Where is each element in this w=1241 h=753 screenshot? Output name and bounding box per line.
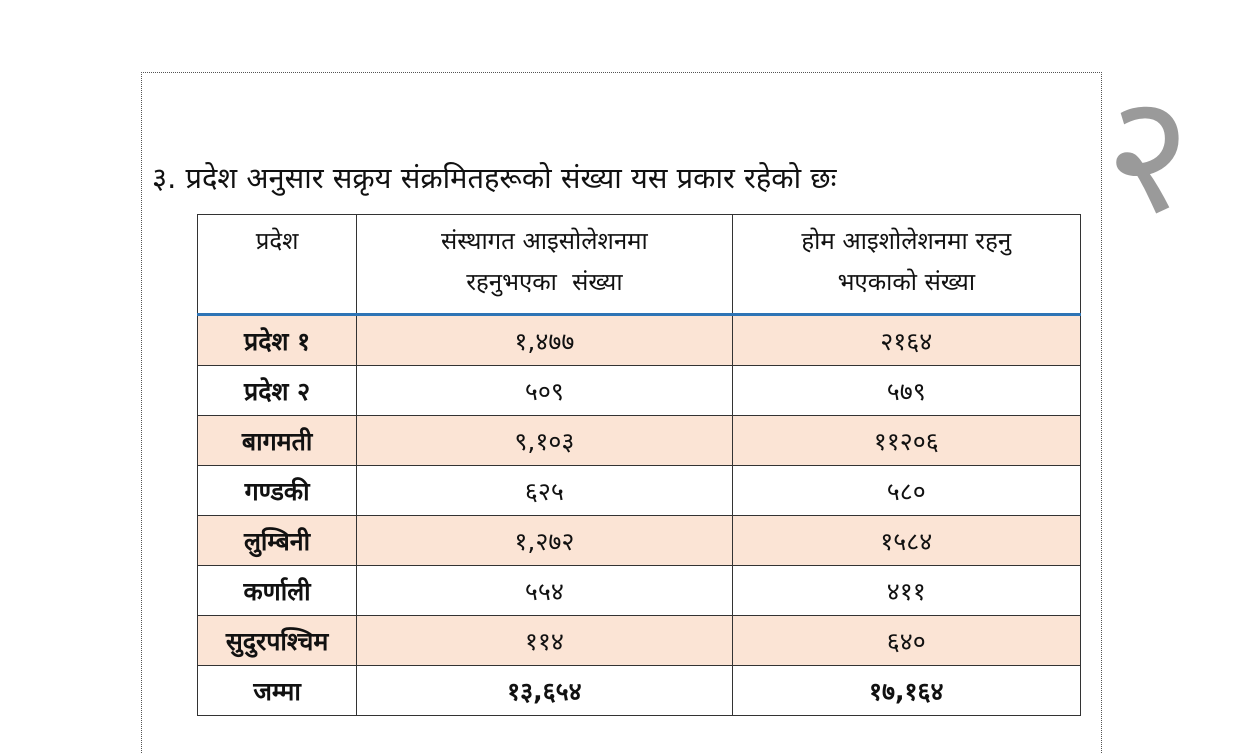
province-cell: प्रदेश १ [198,315,357,366]
header-home-line1: होम आइशोलेशनमा रहनु [801,227,1012,255]
province-cell: प्रदेश २ [198,366,357,416]
total-label-cell: जम्मा [198,666,357,716]
province-cell: बागमती [198,416,357,466]
table-row [198,466,1081,516]
header-institutional-line2: रहनुभएका संख्या [466,267,623,296]
header-home-line2: भएकाको संख्या [837,267,976,296]
header-province-label: प्रदेश [255,227,299,255]
table-row [198,315,1081,366]
institutional-cell: ६२५ [357,466,732,516]
province-cell: लुम्बिनी [198,516,357,566]
section-heading: ३. प्रदेश अनुसार सक्रृय संक्रमितहरूको संख्या यस प्रकार रहेको छः [152,161,837,195]
home-cell: ५८० [732,466,1080,516]
institutional-cell: ५०९ [357,366,732,416]
page-number: २ [1105,58,1191,250]
institutional-cell: ५५४ [357,566,732,616]
table-header-row [198,215,1081,315]
table-row [198,366,1081,416]
home-cell: १५८४ [732,516,1080,566]
header-institutional [357,215,732,315]
province-isolation-table [197,214,1081,716]
home-cell: ६४० [732,616,1080,666]
home-cell: २१६४ [732,315,1080,366]
institutional-cell: १,२७२ [357,516,732,566]
institutional-cell: १,४७७ [357,315,732,366]
table-row [198,566,1081,616]
total-institutional-cell: १३,६५४ [357,666,732,716]
province-cell: सुदुरपश्चिम [198,616,357,666]
header-home [732,215,1080,315]
province-cell: गण्डकी [198,466,357,516]
home-cell: ४११ [732,566,1080,616]
province-cell: कर्णाली [198,566,357,616]
header-province [198,215,357,315]
home-cell: ११२०६ [732,416,1080,466]
table-total-row [198,666,1081,716]
home-cell: ५७९ [732,366,1080,416]
table-row [198,616,1081,666]
total-home-cell: १७,१६४ [732,666,1080,716]
institutional-cell: ९,१०३ [357,416,732,466]
table-row [198,516,1081,566]
header-institutional-line1: संस्थागत आइसोलेशनमा [441,227,648,255]
table-row [198,416,1081,466]
institutional-cell: ११४ [357,616,732,666]
